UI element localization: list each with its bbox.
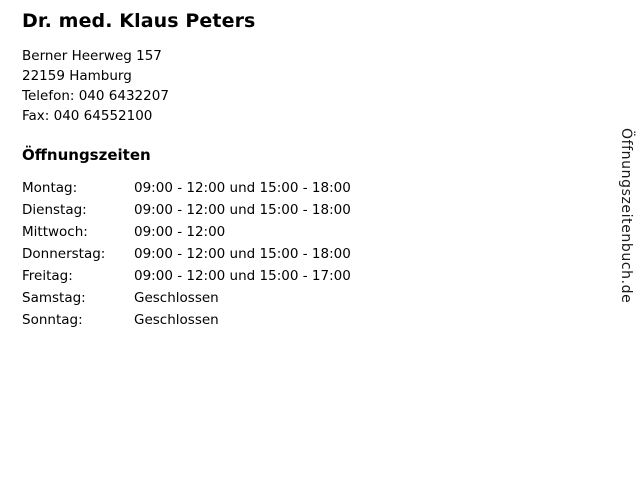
address-line-phone: Telefon: 040 6432207 xyxy=(22,88,169,104)
table-row xyxy=(22,268,351,290)
address-line-street: Berner Heerweg 157 xyxy=(22,48,162,64)
table-row xyxy=(22,202,351,224)
address-block xyxy=(22,46,582,126)
content-container xyxy=(22,10,582,334)
day-hours: Geschlossen xyxy=(134,290,219,306)
day-hours: 09:00 - 12:00 und 15:00 - 18:00 xyxy=(134,180,351,196)
table-row xyxy=(22,246,351,268)
address-line-fax: Fax: 040 64552100 xyxy=(22,108,153,124)
table-row xyxy=(22,290,351,312)
opening-hours-table xyxy=(22,180,351,334)
table-row xyxy=(22,224,351,246)
day-hours: 09:00 - 12:00 und 15:00 - 18:00 xyxy=(134,202,351,218)
day-label: Montag: xyxy=(22,180,78,196)
page-title: Dr. med. Klaus Peters xyxy=(22,10,256,32)
day-hours: Geschlossen xyxy=(134,312,219,328)
day-hours: 09:00 - 12:00 und 15:00 - 18:00 xyxy=(134,246,351,262)
table-row xyxy=(22,312,351,334)
day-label: Freitag: xyxy=(22,268,73,284)
table-row xyxy=(22,180,351,202)
day-hours: 09:00 - 12:00 xyxy=(134,224,226,240)
watermark-text: Öffnungszeitenbuch.de xyxy=(618,128,634,304)
opening-hours-heading: Öffnungszeiten xyxy=(22,146,151,164)
day-label: Sonntag: xyxy=(22,312,83,328)
day-label: Dienstag: xyxy=(22,202,87,218)
day-label: Samstag: xyxy=(22,290,86,306)
address-line-city: 22159 Hamburg xyxy=(22,68,132,84)
day-hours: 09:00 - 12:00 und 15:00 - 17:00 xyxy=(134,268,351,284)
day-label: Mittwoch: xyxy=(22,224,88,240)
day-label: Donnerstag: xyxy=(22,246,106,262)
